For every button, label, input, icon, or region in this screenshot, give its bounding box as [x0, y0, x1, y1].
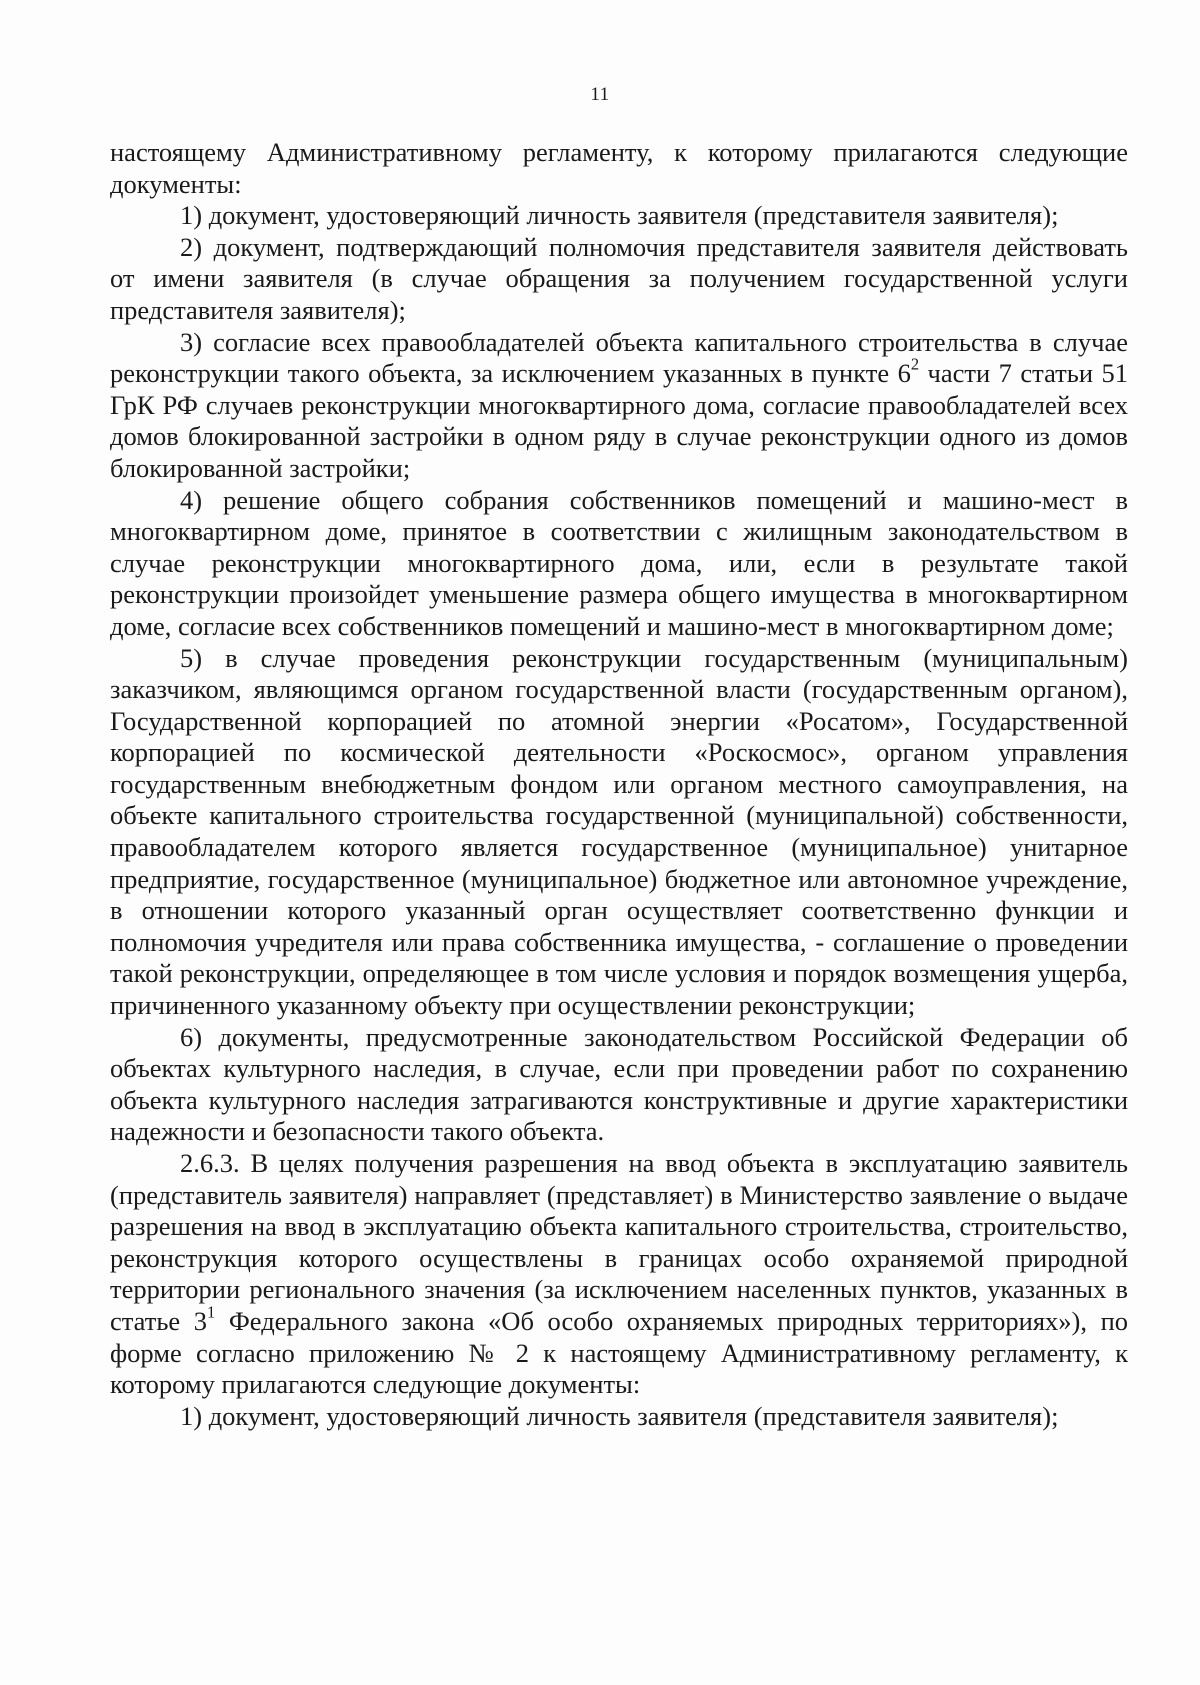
list-item-cultural-heritage-documents — [110, 1022, 1128, 1148]
paragraph-text: Федерального закона «Об особо охраняемых природных территориях»), по форме согласно приложению № 2 к настоящему Административному регламенту, к которому прилагаются следующие документы: — [110, 1305, 1128, 1400]
paragraph-text: части 7 статьи 51 ГрК РФ случаев реконструкции многоквартирного дома, согласие правообладателей всех домов блокированной застройки в одном ряду в случае реконструкции одного из домов блокированной застройки; — [110, 358, 1128, 483]
paragraph-text: 5) в случае проведения реконструкции государственным (муниципальным) заказчиком, являющимся органом государственной власти (государственным органом), Государственной корпорацией по атомной энергии «Росатом», Государственной корпорацией по космической деятельности «Роскосмос», органом управления государственным внебюджетным фондом или органом местного самоуправления, на объекте капитального строительства государственной (муниципальной) собственности, правообладателем которого является государственное (муниципальное) унитарное предприятие, государственное (муниципальное) бюджетное или автономное учреждение, в отношении которого указанный орган осуществляет соответственно функции и полномочия учредителя или права собственника имущества, - соглашение о проведении такой реконструкции, определяющее в том числе условия и порядок возмещения ущерба, причиненного указанному объекту при осуществлении реконструкции; — [110, 642, 1128, 1021]
superscript: 2 — [910, 354, 920, 374]
list-item-identity-document — [110, 1401, 1128, 1433]
document-body — [110, 137, 1128, 1432]
section-2-6-3 — [110, 1148, 1128, 1401]
paragraph-text: 2.6.3. В целях получения разрешения на ввод объекта в эксплуатацию заявитель (представитель заявителя) направляет (представляет) в Министерство заявление о выдаче разрешения на ввод в эксплуатацию объекта капитального строительства, строительство, реконструкция которого осуществлены в границах особо охраняемой природной территории регионального значения (за исключением населенных пунктов, указанных в статье 3 — [110, 1148, 1128, 1336]
paragraph-text: 1) документ, удостоверяющий личность заявителя (представителя заявителя); — [180, 1400, 1059, 1431]
paragraph-text: 6) документы, предусмотренные законодательством Российской Федерации об объектах культурного наследия, в случае, если при проведении работ по сохранению объекта культурного наследия затрагиваются конструктивные и другие характеристики надежности и безопасности такого объекта. — [110, 1021, 1128, 1147]
paragraph-text: 4) решение общего собрания собственников помещений и машино-мест в многоквартирном доме, принятое в соответствии с жилищным законодательством в случае реконструкции многоквартирного дома, или, если в результате такой реконструкции произойдет уменьшение размера общего имущества в многоквартирном доме, согласие всех собственников помещений и машино-мест в многоквартирном доме; — [110, 484, 1128, 641]
page-number: 11 — [590, 84, 610, 105]
paragraph-text: 1) документ, удостоверяющий личность заявителя (представителя заявителя); — [180, 200, 1059, 231]
list-item-reconstruction-agreement — [110, 643, 1128, 1022]
list-item-general-meeting-decision — [110, 485, 1128, 643]
paragraph-text: настоящему Административному регламенту, к которому прилагаются следующие документы: — [110, 137, 1128, 199]
paragraph-continuation — [110, 137, 1128, 200]
paragraph-text: 3) согласие всех правообладателей объекта капитального строительства в случае реконструкции такого объекта, за исключением указанных в пункте 6 — [110, 326, 1128, 389]
superscript: 1 — [207, 1302, 216, 1322]
list-item-authority-document — [110, 232, 1128, 327]
paragraph-text: 2) документ, подтверждающий полномочия представителя заявителя действовать от имени заявителя (в случае обращения за получением государственной услуги представителя заявителя); — [110, 231, 1128, 325]
list-item-owners-consent — [110, 327, 1128, 485]
list-item-identity-document — [110, 200, 1128, 232]
